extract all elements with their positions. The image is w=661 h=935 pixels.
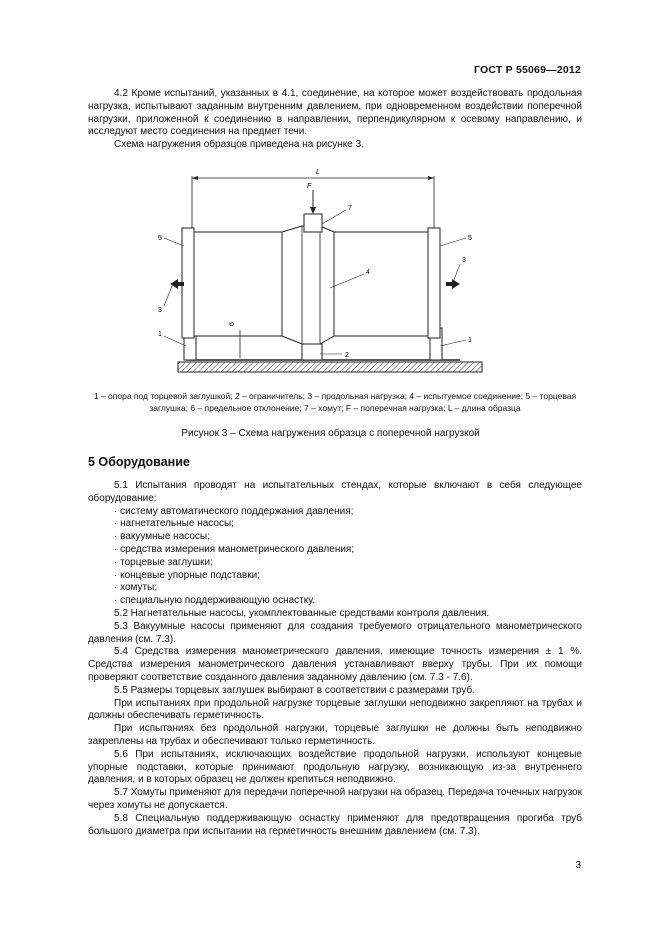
paragraph-5-7: 5.7 Хомуты применяют для передачи поперечной нагрузки на образец. Передача точечных нагрузок через хомуты не допускается. <box>88 787 582 811</box>
label-L: L <box>316 169 320 176</box>
tested-joint <box>282 226 334 344</box>
clamp <box>304 214 322 232</box>
label-5-left: 5 <box>158 235 162 242</box>
label-3-left: 3 <box>158 307 162 314</box>
paragraph-5-1: 5.1 Испытания проводят на испытательных стендах, которые включают в себя следующее оборудование: <box>88 480 582 504</box>
paragraph-5-3: 5.3 Вакуумные насосы применяют для создания требуемого отрицательного манометрического давления (см. 7.3). <box>88 620 582 645</box>
list-item: · вакуумные насосы; <box>114 531 210 543</box>
figure-reference: Схема нагружения образцов приведена на рисунке 3. <box>114 139 364 151</box>
paragraph-5-5-a: При испытаниях при продольной нагрузке торцевые заглушки неподвижно закрепляют на трубах и должны обеспечивать герметичность. <box>88 697 582 722</box>
label-4: 4 <box>366 269 370 276</box>
label-2: 2 <box>345 352 349 359</box>
loading-scheme-figure <box>158 168 490 378</box>
page-number: 3 <box>575 860 581 871</box>
leader-7 <box>322 210 346 224</box>
force-arrow-head <box>310 207 316 214</box>
limiter <box>302 344 322 360</box>
intro-section <box>88 88 582 152</box>
label-7: 7 <box>348 205 352 212</box>
list-item: · специальную поддерживающую оснастку. <box>114 595 316 607</box>
list-item: · торцевые заглушки; <box>114 556 213 568</box>
label-3-right: 3 <box>462 257 466 264</box>
leader-5-right <box>440 238 466 246</box>
label-5-right: 5 <box>468 235 472 242</box>
paragraph-5-5: 5.5 Размеры торцевых заглушек выбирают в соответствии с размерами труб. <box>114 684 476 696</box>
section-heading: 5 Оборудование <box>88 455 190 469</box>
figure-caption: Рисунок 3 – Схема нагружения образца с поперечной нагрузкой <box>181 428 480 439</box>
pipe-left <box>194 232 282 336</box>
paragraph-5-2: 5.2 Нагнетательные насосы, укомплектованные средствами контроля давления. <box>114 607 490 619</box>
leader-5-left <box>164 238 184 246</box>
longitudinal-load-right <box>446 279 460 289</box>
paragraph-5-6: 5.6 При испытаниях, исключающих воздействие продольной нагрузки, используют концевые упорные подставки, которые принимают продольную нагрузку, возникающую из-за внутреннего давления, и в которых образец не должен крепиться неподвижно. <box>88 748 582 786</box>
end-cap-right <box>428 228 440 338</box>
paragraph-5-8: 5.8 Специальную поддерживающую оснастку применяют для предотвращения прогиба труб большого диаметра при испытании на герметичность внешним давлением (см. 7.3). <box>88 812 582 837</box>
section-body <box>88 480 582 838</box>
label-1-left: 1 <box>158 331 162 338</box>
list-item: · концевые упорные подставки; <box>114 569 260 581</box>
leader-1-right <box>440 340 466 346</box>
paragraph-5-4: 5.4 Средства измерения манометрического давления, имеющие точность измерения ± 1 %. Средства измерения манометрического давления устанавливают вверху трубы. При их помощи проверяют соответствие созданного давления заданному давлению (см. 7.3 - 7.6). <box>88 646 582 683</box>
list-item: · нагнетательные насосы; <box>114 518 234 530</box>
pipe-right <box>334 232 428 336</box>
label-1-right: 1 <box>468 337 472 344</box>
list-item: · систему автоматического поддержания давления; <box>114 505 354 517</box>
base-plate <box>178 362 482 372</box>
leader-3-right <box>454 264 460 280</box>
paragraph-5-5-b: При испытаниях без продольной нагрузки, торцевые заглушки не должны быть неподвижно закреплены на трубах и обеспечивают только герметичность. <box>88 723 582 747</box>
list-item: · хомуты; <box>114 582 158 594</box>
label-6: 6 <box>229 322 236 326</box>
leader-3-left <box>164 286 172 306</box>
paragraph-4-2: 4.2 Кроме испытаний, указанных в 4.1, соединение, на которое может воздействовать продольная нагрузка, испытывают заданным внутренним давлением, при одновременном воздействии поперечной нагрузки, приложенной к соединению в направлении, перпендикулярном к осевому направлению, и исследуют место соединения на предмет течи. <box>88 88 582 138</box>
standard-number: ГОСТ Р 55069—2012 <box>473 64 581 76</box>
list-item: · средства измерения манометрического давления; <box>114 543 355 555</box>
figure-legend: 1 – опора под торцевой заглушкой; 2 – ограничитель; 3 – продольная нагрузка; 4 – испытуемое соединение; 5 – торцевая заглушка; 6 – предельное отклонение; 7 – хомут; F – поперечная нагрузка; L – длина образца <box>93 391 577 413</box>
label-F: F <box>307 183 312 190</box>
